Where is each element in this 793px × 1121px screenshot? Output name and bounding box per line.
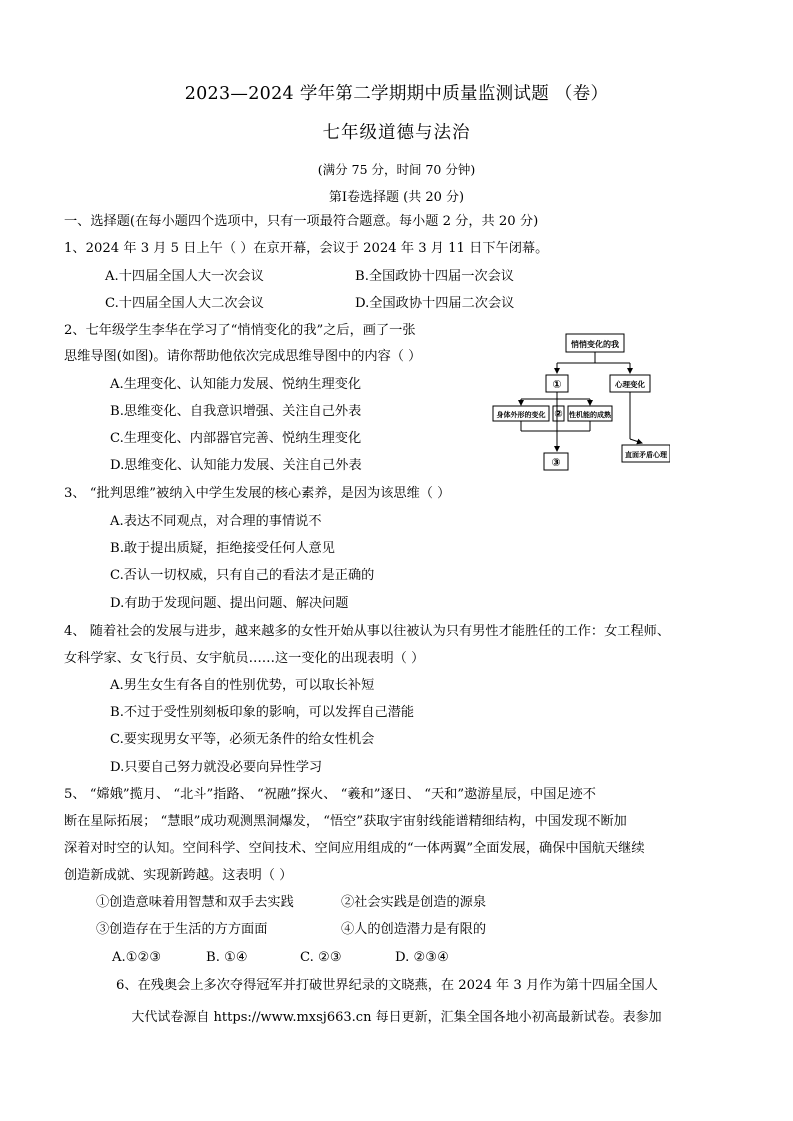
exam-info: (满分 75 分，时间 70 分钟)	[317, 162, 476, 177]
q5-stem-line3: 深着对时空的认知。空间科学、空间技术、空间应用组成的“一体两翼”全面发展，确保中国航天继续	[64, 841, 645, 856]
mindmap-node3: ③	[551, 456, 561, 469]
mind-map-diagram	[490, 329, 670, 477]
q3-option-b: B.敢于提出质疑，拒绝接受任何人意见	[110, 541, 335, 556]
q2-option-d: D.思维变化、认知能力发展、关注自己外表	[110, 458, 362, 473]
section-title: 第Ⅰ卷选择题 (共 20 分)	[328, 190, 465, 205]
q4-option-b: B.不过于受性别刻板印象的影响，可以发挥自己潜能	[110, 705, 415, 720]
instructions: 一、选择题(在每小题四个选项中，只有一项最符合题意。每小题 2 分，共 20 分)	[64, 214, 539, 229]
q4-stem-line1: 4、 随着社会的发展与进步，越来越多的女性开始从事以往被认为只有男性才能胜任的工作：女工程师、	[64, 624, 671, 639]
q5-stem-line4: 创造新成就、实现新跨越。这表明（ ）	[64, 868, 293, 883]
subject-title: 七年级道德与法治	[322, 123, 471, 143]
q1-option-a: A.十四届全国人大一次会议	[105, 269, 264, 284]
q5-option-a: A.①②③	[112, 950, 162, 965]
q5-statement-2: ②社会实践是创造的源泉	[341, 895, 487, 910]
q6-stem-line1: 6、在残奥会上多次夺得冠军并打破世界纪录的文晓燕，在 2024 年 3 月作为第十四届全国人	[116, 978, 658, 993]
q2-stem-line2: 思维导图(如图)。请你帮助他依次完成思维导图中的内容（ ）	[64, 349, 422, 364]
exam-title: 2023—2024 学年第二学期期中质量监测试题 （卷）	[184, 84, 609, 104]
q1-option-b: B.全国政协十四届一次会议	[355, 269, 514, 284]
q4-option-a: A.男生女生有各自的性别优势，可以取长补短	[110, 678, 375, 693]
q2-stem-line1: 2、七年级学生李华在学习了“悄悄变化的我”之后，画了一张	[64, 323, 416, 338]
footer-source: 大代试卷源自 https://www.mxsj663.cn 每日更新，汇集全国各地小初高最新试卷。表参加	[131, 1010, 662, 1025]
q2-option-b: B.思维变化、自我意识增强、关注自己外表	[110, 404, 362, 419]
q3-stem: 3、 “批判思维”被纳入中学生发展的核心素养，是因为该思维（ ）	[64, 486, 451, 501]
mindmap-face: 直面矛盾心理	[625, 451, 667, 459]
q3-option-d: D.有助于发现问题、提出问题、解决问题	[110, 596, 349, 611]
q3-option-a: A.表达不同观点，对合理的事情说不	[110, 514, 322, 529]
q5-stem-line2: 断在星际拓展； “慧眼”成功观测黑洞爆发， “悟空”获取宇宙射线能谱精细结构，中国发现不断加	[64, 814, 627, 829]
mindmap-psych: 心理变化	[615, 380, 645, 389]
mindmap-sex: 性机能的成熟	[569, 411, 611, 419]
q1-stem: 1、2024 年 3 月 5 日上午（ ）在京开幕，会议于 2024 年 3 月 11 日下午闭幕。	[64, 241, 549, 256]
q4-option-d: D.只要自己努力就没必要向异性学习	[110, 760, 323, 775]
q2-option-a: A.生理变化、认知能力发展、悦纳生理变化	[110, 377, 362, 392]
mindmap-root: 悄悄变化的我	[571, 340, 619, 349]
mindmap-node1: ①	[552, 378, 562, 391]
q3-option-c: C.否认一切权威，只有自己的看法才是正确的	[110, 568, 375, 583]
q5-statement-1: ①创造意味着用智慧和双手去实践	[96, 895, 294, 910]
mindmap-body: 身体外形的变化	[496, 411, 546, 419]
q4-option-c: C.要实现男女平等，必须无条件的给女性机会	[110, 732, 375, 747]
q5-option-c: C. ②③	[300, 950, 342, 965]
q5-option-b: B. ①④	[206, 950, 248, 965]
mindmap-node2: ②	[554, 409, 563, 420]
q5-option-d: D. ②③④	[395, 950, 449, 965]
q5-stem-line1: 5、 “嫦娥”揽月、 “北斗”指路、 “祝融”探火、 “羲和”逐日、 “天和”遨游星辰，中国足迹不	[64, 787, 596, 802]
q2-option-c: C.生理变化、内部器官完善、悦纳生理变化	[110, 431, 362, 446]
q5-statement-3: ③创造存在于生活的方方面面	[96, 922, 268, 937]
q1-option-c: C.十四届全国人大二次会议	[105, 296, 264, 311]
q1-option-d: D.全国政协十四届二次会议	[355, 296, 515, 311]
q5-statement-4: ④人的创造潜力是有限的	[341, 922, 487, 937]
q4-stem-line2: 女科学家、女飞行员、女宇航员……这一变化的出现表明（ ）	[64, 651, 425, 666]
